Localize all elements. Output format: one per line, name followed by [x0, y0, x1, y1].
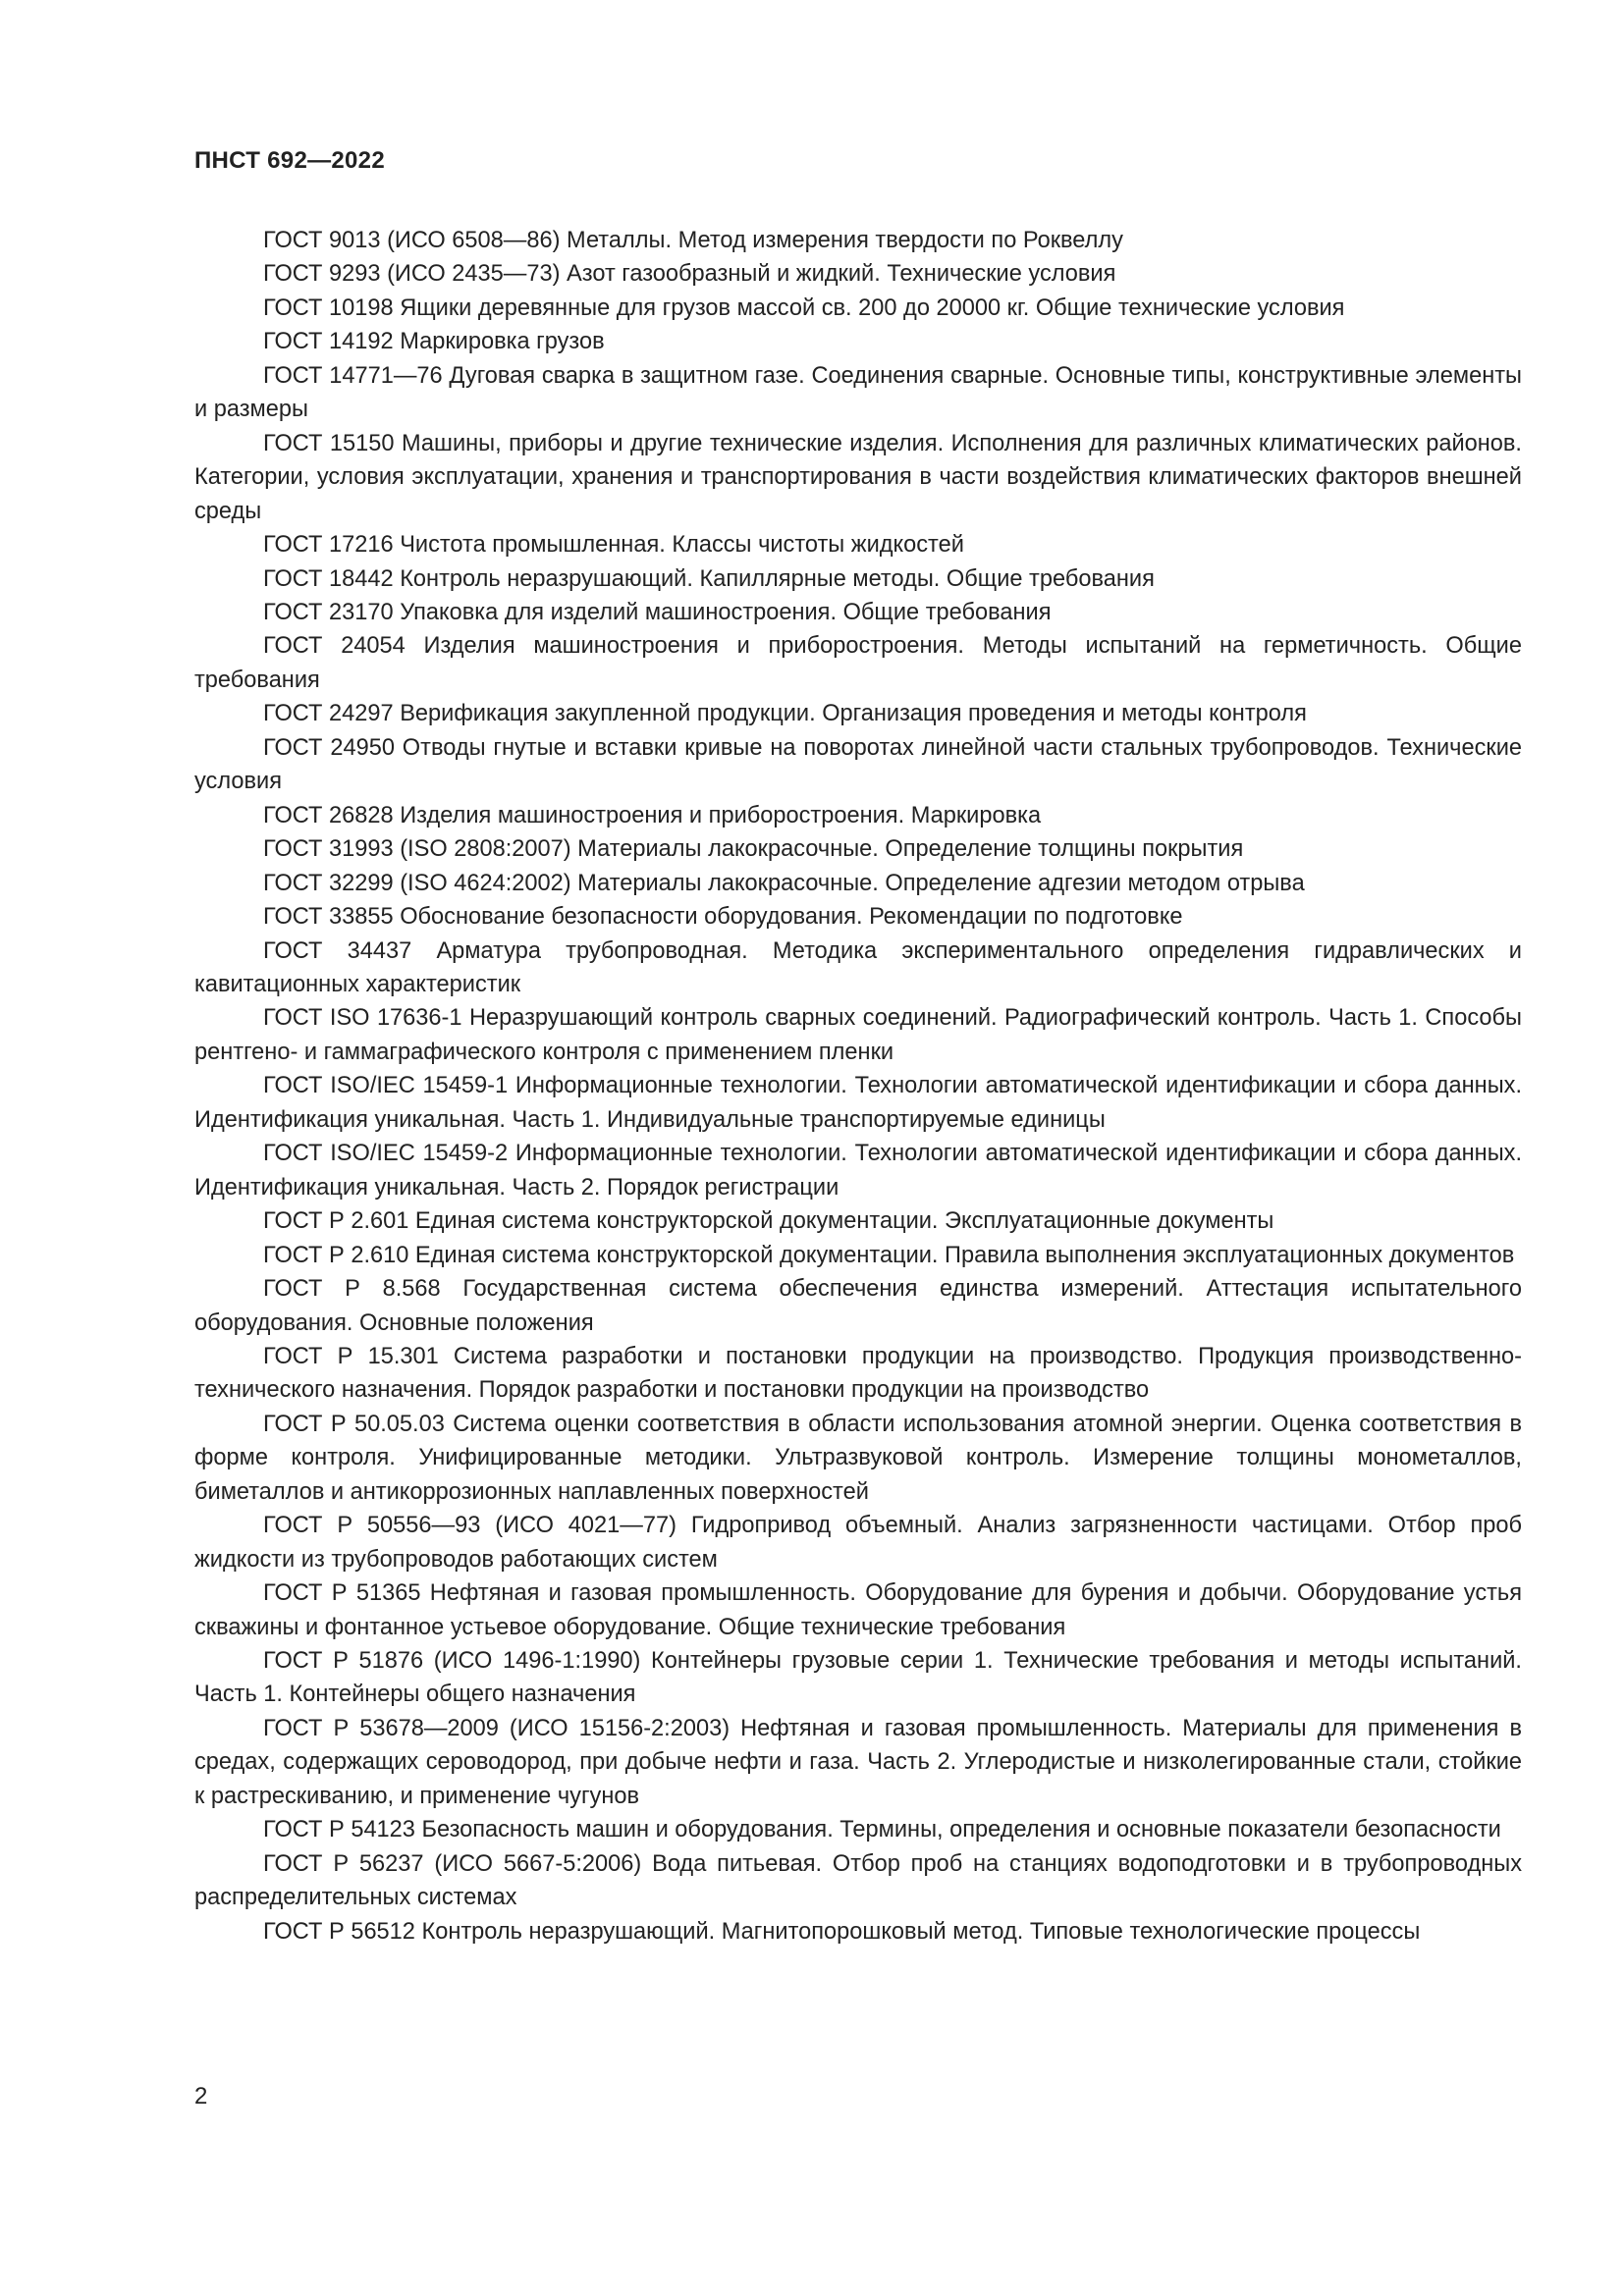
reference-item: ГОСТ 23170 Упаковка для изделий машиностроения. Общие требования	[263, 599, 1052, 625]
reference-item: ГОСТ Р 54123 Безопасность машин и оборудования. Термины, определения и основные показатели безопасности	[263, 1817, 1501, 1843]
reference-item: ГОСТ Р 15.301 Система разработки и постановки продукции на производство. Продукция производственно-технического назначения. Порядок разработки и постановки продукции на производство	[194, 1343, 1522, 1404]
reference-item: ГОСТ 9013 (ИСО 6508—86) Металлы. Метод измерения твердости по Роквеллу	[263, 228, 1123, 253]
reference-item: ГОСТ Р 51365 Нефтяная и газовая промышленность. Оборудование для бурения и добычи. Оборудование устья скважины и фонтанное устьевое оборудование. Общие технические требования	[194, 1580, 1522, 1640]
reference-item: ГОСТ 9293 (ИСО 2435—73) Азот газообразный и жидкий. Технические условия	[263, 261, 1116, 288]
reference-item: ГОСТ 10198 Ящики деревянные для грузов массой св. 200 до 20000 кг. Общие технические условия	[263, 294, 1345, 321]
reference-item: ГОСТ ISO/IEC 15459-1 Информационные технологии. Технологии автоматической идентификации и сбора данных. Идентификация уникальная. Часть 1. Индивидуальные транспортируемые единицы	[194, 1073, 1522, 1133]
reference-item: ГОСТ 24950 Отводы гнутые и вставки кривые на поворотах линейной части стальных трубопроводов. Технические условия	[194, 734, 1522, 795]
reference-item: ГОСТ Р 56512 Контроль неразрушающий. Магнитопорошковый метод. Типовые технологические процессы	[263, 1918, 1421, 1945]
reference-item: ГОСТ 24297 Верификация закупленной продукции. Организация проведения и методы контроля	[263, 701, 1307, 727]
reference-item: ГОСТ 34437 Арматура трубопроводная. Методика экспериментального определения гидравлических и кавитационных характеристик	[194, 937, 1522, 997]
reference-item: ГОСТ 32299 (ISO 4624:2002) Материалы лакокрасочные. Определение адгезии методом отрыва	[263, 870, 1305, 896]
document-code-header: ПНСТ 692—2022	[194, 147, 385, 174]
reference-item: ГОСТ Р 2.601 Единая система конструкторской документации. Эксплуатационные документы	[263, 1208, 1274, 1235]
reference-item: ГОСТ 14771—76 Дуговая сварка в защитном газе. Соединения сварные. Основные типы, конструктивные элементы и размеры	[194, 362, 1522, 423]
reference-item: ГОСТ ISO 17636-1 Неразрушающий контроль сварных соединений. Радиографический контроль. Часть 1. Способы рентгено- и гаммаграфического контроля с применением пленки	[194, 1005, 1522, 1065]
reference-item: ГОСТ Р 56237 (ИСО 5667-5:2006) Вода питьевая. Отбор проб на станциях водоподготовки и в трубопроводных распределительных системах	[194, 1850, 1522, 1911]
reference-item: ГОСТ Р 53678—2009 (ИСО 15156-2:2003) Нефтяная и газовая промышленность. Материалы для применения в средах, содержащих сероводород, при добыче нефти и газа. Часть 2. Углеродистые и низколегированные стали, стойкие к растрескиванию, и применение чугунов	[194, 1715, 1522, 1809]
reference-item: ГОСТ 26828 Изделия машиностроения и приборостроения. Маркировка	[263, 802, 1042, 828]
reference-item: ГОСТ Р 50.05.03 Система оценки соответствия в области использования атомной энергии. Оценка соответствия в форме контроля. Унифицированные методики. Ультразвуковой контроль. Измерение толщины монометаллов, биметаллов и антикоррозионных наплавленных поверхностей	[194, 1411, 1522, 1505]
reference-item: ГОСТ Р 8.568 Государственная система обеспечения единства измерений. Аттестация испытательного оборудования. Основные положения	[194, 1276, 1522, 1336]
reference-item: ГОСТ Р 2.610 Единая система конструкторской документации. Правила выполнения эксплуатационных документов	[263, 1242, 1515, 1268]
reference-item: ГОСТ ISO/IEC 15459-2 Информационные технологии. Технологии автоматической идентификации и сбора данных. Идентификация уникальная. Часть 2. Порядок регистрации	[194, 1141, 1522, 1201]
reference-item: ГОСТ 17216 Чистота промышленная. Классы чистоты жидкостей	[263, 532, 964, 559]
reference-item: ГОСТ 24054 Изделия машиностроения и приборостроения. Методы испытаний на герметичность. Общие требования	[194, 633, 1522, 693]
reference-item: ГОСТ 15150 Машины, приборы и другие технические изделия. Исполнения для различных климатических районов. Категории, условия эксплуатации, хранения и транспортирования в части воздействия климатических факторов внешней среды	[194, 430, 1522, 524]
reference-item: ГОСТ Р 50556—93 (ИСО 4021—77) Гидропривод объемный. Анализ загрязненности частицами. Отбор проб жидкости из трубопроводов работающих систем	[194, 1513, 1522, 1573]
page-number: 2	[194, 2083, 208, 2109]
reference-item: ГОСТ 31993 (ISO 2808:2007) Материалы лакокрасочные. Определение толщины покрытия	[263, 836, 1244, 863]
normative-references-list	[194, 224, 1522, 1949]
reference-item: ГОСТ Р 51876 (ИСО 1496-1:1990) Контейнеры грузовые серии 1. Технические требования и методы испытаний. Часть 1. Контейнеры общего назначения	[194, 1648, 1522, 1708]
reference-item: ГОСТ 33855 Обоснование безопасности оборудования. Рекомендации по подготовке	[263, 904, 1183, 931]
reference-item: ГОСТ 14192 Маркировка грузов	[263, 329, 605, 355]
reference-item: ГОСТ 18442 Контроль неразрушающий. Капиллярные методы. Общие требования	[263, 565, 1155, 592]
